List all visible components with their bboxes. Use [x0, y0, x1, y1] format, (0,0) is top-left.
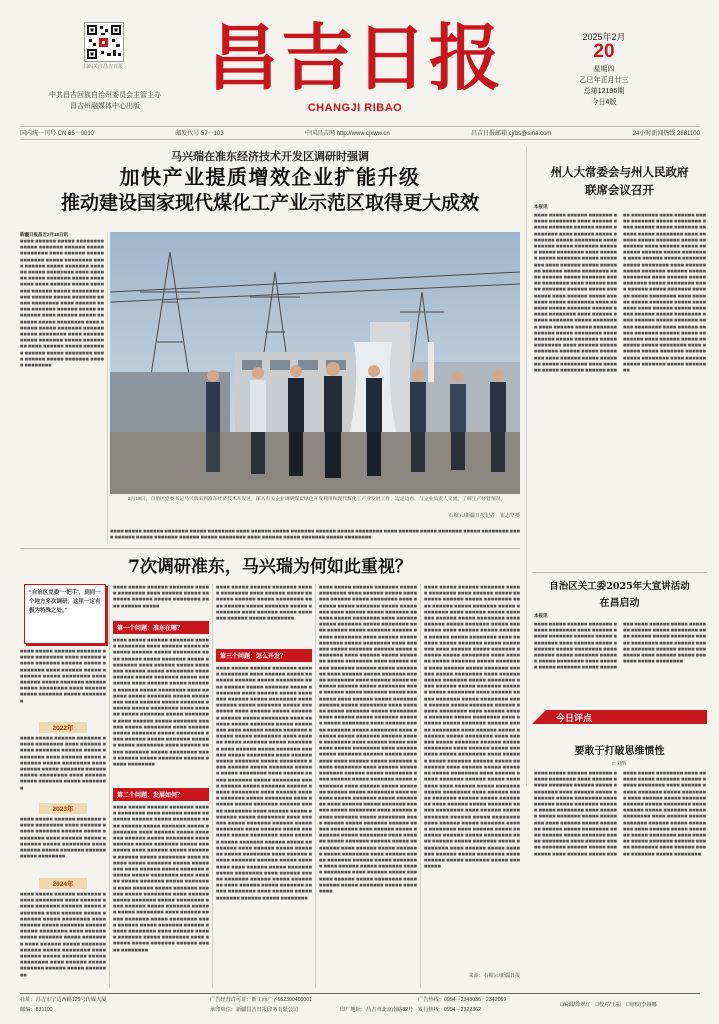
- commentary-banner-notch: [532, 710, 546, 724]
- right-story2-dateline: 本报讯: [534, 613, 548, 618]
- publisher-line-1: 中共昌吉回族自治州委员会主管主办: [49, 92, 161, 99]
- qr-code[interactable]: [84, 22, 124, 62]
- lead-photo-caption: 2月18日，自治区党委书记马兴瑞来到准东经济技术开发区，深入有关企业调研煤炭绿色开发利用和现代煤化工产业发展工作，边走边看，与企业负责人交流，了解生产经营情况。: [128, 497, 506, 502]
- sub-question-2: 第二个问题：发展如何？: [113, 788, 209, 801]
- footer: [20, 996, 700, 1018]
- second-col3-text-b: ■■■■ ■■■■■ ■■■■■■ ■■■■■■■ ■■■■■ ■■■■■■■■ ■■■■ ■■■■■■ ■■■■■ ■■■■■■■ ■■■■■■ ■■■■■ ■■■■■■■■ ■■■■ ■■■■■■ ■■■■■ ■■■■■■■ ■■■■■ ■■■■■■■■ ■■■■ ■■■■■■ ■■■■■ ■■■■■■■ ■■■■■■ ■■■■■ ■■■■■■■■ ■■■■ ■■■■■■ ■■■■■ ■■■■■■■ ■■■■■ ■■■■■■■■ ■■■■ ■■■■■■ ■■■■■ ■■■■■■■ ■■■■■■ ■■■■■ ■■■■■■■■ ■■■■ ■■■■■■ ■■■■■ ■■■■■■■ ■■■■■ ■■■■■■■■ ■■■■ ■■■■■■ ■■■■■ ■■■■■■■ ■■■■■■ ■■■■■ ■■■■■■■■ ■■■■ ■■■■■■ ■■■■■ ■■■■■■■ ■■■■■ ■■■■■■■■ ■■■■ ■■■■■■ ■■■■■ ■■■■■■■ ■■■■■■ ■■■■■ ■■■■■■■■ ■■■■ ■■■■■■ ■■■■■ ■■■■■■■ ■■■■■ ■■■■■■■■ ■■■■ ■■■■■■ ■■■■■ ■■■■■■■ ■■■■■■ ■■■■■ ■■■■■■■■ ■■■■ ■■■■■■ ■■■■■ ■■■■■■■ ■■■■■ ■■■■■■■■ ■■■■ ■■■■■■ ■■■■■ ■■■■■■■ ■■■■■■ ■■■■■ ■■■■■■■■ ■■■■ ■■■■■■ ■■■■■ ■■■■■■■ ■■■■■ ■■■■■■■■ ■■■■ ■■■■■■ ■■■■■ ■■■■■■■ ■■■■■■ ■■■■■ ■■■■■■■■ ■■■■ ■■■■■■ ■■■■■ ■■■■■■■ ■■■■■ ■■■■■■■■ ■■■■ ■■■■■■ ■■■■■ ■■■■■■■ ■■■■■■ ■■■■■ ■■■■■■■■ ■■■■ ■■■■■■ ■■■■■ ■■■■■■■ ■■■■■ ■■■■■■■■ ■■■■ ■■■■■■ ■■■■■ ■■■■■■■ ■■■■■■ ■■■■■ ■■■■■■■■ ■■■■ ■■■■■■ ■■■■■ ■■■■■■■ ■■■■■ ■■■■■■■■ ■■■■ ■■■■■■ ■■■■■ ■■■■■■■ ■■■■■■ ■■■■■ ■■■■■■■■ ■■■■ ■■■■■■ ■■■■■ ■■■■■■■ ■■■■■ ■■■■■■■■ ■■■■ ■■■■■■ ■■■■■ ■■■■■■■ ■■■■■■ ■■■■■ ■■■■■■■■ ■■■■ ■■■■■■ ■■■■■ ■■■■■■■ ■■■■■ ■■■■■■■■ ■■■■ ■■■■■■ ■■■■■ ■■■■■■■ ■■■■■■ ■■■■■ ■■■■■■■■: [216, 666, 312, 900]
- right-story1-headline-2: 联席会议召开: [585, 183, 654, 197]
- footer-printer: 承印单位：新疆昌吉日报印务有限公司: [210, 1007, 299, 1013]
- lead-body-col-1: [20, 232, 104, 544]
- lead-headline-line-1: 加快产业提质增效企业扩能升级: [119, 165, 421, 189]
- lead-body-text-2: ■■■■ ■■■■■ ■■■■■■ ■■■■■■■ ■■■■■ ■■■■■■■■ ■■■■ ■■■■■■ ■■■■■ ■■■■■■■ ■■■■■■ ■■■■■ ■■■■■■■■ ■■■■ ■■■■■■ ■■■■■ ■■■■■■■ ■■■■■ ■■■■■■■■ ■■■■ ■■■■■■ ■■■■■ ■■■■■■■ ■■■■■■ ■■■■■ ■■■■■■■■ ■■■■ ■■■■■■ ■■■■■ ■■■■■■■ ■■■■■ ■■■■■■■■: [110, 529, 520, 540]
- commentary-banner: [532, 710, 707, 724]
- second-col5-text: ■■■■ ■■■■■ ■■■■■■ ■■■■■■■ ■■■■■ ■■■■■■■■ ■■■■ ■■■■■■ ■■■■■ ■■■■■■■ ■■■■■■ ■■■■■ ■■■■■■■■ ■■■■ ■■■■■■ ■■■■■ ■■■■■■■ ■■■■■ ■■■■■■■■ ■■■■ ■■■■■■ ■■■■■ ■■■■■■■ ■■■■■■ ■■■■■ ■■■■■■■■ ■■■■ ■■■■■■ ■■■■■ ■■■■■■■ ■■■■■ ■■■■■■■■ ■■■■ ■■■■■■ ■■■■■ ■■■■■■■ ■■■■■■ ■■■■■ ■■■■■■■■ ■■■■ ■■■■■■ ■■■■■ ■■■■■■■ ■■■■■ ■■■■■■■■ ■■■■ ■■■■■■ ■■■■■ ■■■■■■■ ■■■■■■ ■■■■■ ■■■■■■■■ ■■■■ ■■■■■■ ■■■■■ ■■■■■■■ ■■■■■ ■■■■■■■■ ■■■■ ■■■■■■ ■■■■■ ■■■■■■■ ■■■■■■ ■■■■■ ■■■■■■■■ ■■■■ ■■■■■■ ■■■■■ ■■■■■■■ ■■■■■ ■■■■■■■■ ■■■■ ■■■■■■ ■■■■■ ■■■■■■■ ■■■■■■ ■■■■■ ■■■■■■■■ ■■■■ ■■■■■■ ■■■■■ ■■■■■■■ ■■■■■ ■■■■■■■■ ■■■■ ■■■■■■ ■■■■■ ■■■■■■■ ■■■■■■ ■■■■■ ■■■■■■■■ ■■■■ ■■■■■■ ■■■■■ ■■■■■■■ ■■■■■ ■■■■■■■■ ■■■■ ■■■■■■ ■■■■■ ■■■■■■■ ■■■■■■ ■■■■■ ■■■■■■■■ ■■■■ ■■■■■■ ■■■■■ ■■■■■■■ ■■■■■ ■■■■■■■■ ■■■■ ■■■■■■ ■■■■■ ■■■■■■■ ■■■■■■ ■■■■■ ■■■■■■■■ ■■■■ ■■■■■■ ■■■■■ ■■■■■■■ ■■■■■ ■■■■■■■■ ■■■■ ■■■■■■ ■■■■■ ■■■■■■■ ■■■■■■ ■■■■■ ■■■■■■■■ ■■■■ ■■■■■■ ■■■■■ ■■■■■■■ ■■■■■ ■■■■■■■■ ■■■■ ■■■■■■ ■■■■■ ■■■■■■■ ■■■■■■ ■■■■■ ■■■■■■■■ ■■■■ ■■■■■■ ■■■■■ ■■■■■■■ ■■■■■ ■■■■■■■■ ■■■■ ■■■■■■ ■■■■■ ■■■■■■■ ■■■■■■ ■■■■■ ■■■■■■■■ ■■■■ ■■■■■■ ■■■■■ ■■■■■■■ ■■■■■ ■■■■■■■■ ■■■■ ■■■■■■ ■■■■■ ■■■■■■■ ■■■■■■ ■■■■■ ■■■■■■■■ ■■■■ ■■■■■■ ■■■■■ ■■■■■■■ ■■■■■ ■■■■■■■■ ■■■■ ■■■■■■ ■■■■■ ■■■■■■■ ■■■■■■ ■■■■■ ■■■■■■■■ ■■■■ ■■■■■■ ■■■■■ ■■■■■■■ ■■■■■ ■■■■■■■■ ■■■■ ■■■■■■ ■■■■■ ■■■■■■■ ■■■■■■ ■■■■■ ■■■■■■■■ ■■■■ ■■■■■■ ■■■■■ ■■■■■■■ ■■■■■ ■■■■■■■■: [424, 585, 520, 869]
- right-story2-headline-2: 在昌启动: [599, 598, 640, 609]
- footer-top-rule: [20, 993, 700, 994]
- second-col1-text-b: ■■■■ ■■■■■ ■■■■■■ ■■■■■■■ ■■■■■ ■■■■■■■■ ■■■■ ■■■■■■ ■■■■■ ■■■■■■■ ■■■■■■ ■■■■■ ■■■■■■■■ ■■■■ ■■■■■■ ■■■■■ ■■■■■■■ ■■■■■ ■■■■■■■■ ■■■■ ■■■■■■ ■■■■■ ■■■■■■■ ■■■■■■ ■■■■■ ■■■■■■■■ ■■■■ ■■■■■■ ■■■■■ ■■■■■■■ ■■■■■ ■■■■■■■■: [20, 736, 106, 790]
- year-marker-2022: 2022年: [39, 722, 87, 733]
- info-email[interactable]: 昌吉日报邮箱 cjrbs@sina.com: [470, 131, 552, 137]
- info-bar-top-rule: [20, 126, 700, 127]
- footer-distribution-phone: 发行热线：0994－2322362: [418, 1007, 481, 1013]
- newspaper-pinyin: CHANGJI RIBAO: [307, 102, 403, 114]
- lead-bottom-rule: [20, 548, 520, 549]
- second-col-1: [20, 648, 106, 988]
- second-source: 来源：石榴云/新疆日报: [468, 973, 520, 979]
- lead-photo: [110, 232, 520, 494]
- lead-body-text-1: ■■■■ ■■■■■■ ■■■■■ ■■■■■■■■ ■■■■■ ■■■■■■■ ■■■■■■ ■■■■■ ■■■■■■■■ ■■■■ ■■■■■■ ■■■■■ ■■■■■■■ ■■■■■ ■■■■■■■■ ■■■■ ■■■■■■ ■■■■■ ■■■■■■■ ■■■■■■ ■■■■■ ■■■■■■■■ ■■■■ ■■■■■■ ■■■■■ ■■■■■■■ ■■■■■ ■■■■■■■■ ■■■■ ■■■■■■ ■■■■■ ■■■■■■■ ■■■■■■ ■■■■■ ■■■■■■■■ ■■■■ ■■■■■■ ■■■■■ ■■■■■■■ ■■■■■ ■■■■■■■■ ■■■■ ■■■■■■ ■■■■■ ■■■■■■■ ■■■■■■ ■■■■■ ■■■■■■■■ ■■■■ ■■■■■■ ■■■■■ ■■■■■■■ ■■■■■ ■■■■■■■■ ■■■■ ■■■■■■ ■■■■■ ■■■■■■■ ■■■■■■ ■■■■■ ■■■■■■■■ ■■■■ ■■■■■■ ■■■■■ ■■■■■■■ ■■■■■ ■■■■■■■■ ■■■■ ■■■■■■ ■■■■■ ■■■■■■■ ■■■■■■ ■■■■■ ■■■■■■■■ ■■■■ ■■■■■■ ■■■■■ ■■■■■■■ ■■■■■ ■■■■■■■■: [20, 239, 104, 368]
- second-headline: 7次调研准东，马兴瑞为何如此重视？: [128, 557, 412, 577]
- lunar-date: 乙巳年正月廿三: [579, 77, 629, 84]
- right-story2-body: ■■■■ ■■■■■ ■■■■■■ ■■■■■■■ ■■■■■ ■■■■■■■■ ■■■■ ■■■■■■ ■■■■■ ■■■■■■■ ■■■■■■ ■■■■■ ■■■■■■■■ ■■■■ ■■■■■■ ■■■■■ ■■■■■■■ ■■■■■ ■■■■■■■■ ■■■■ ■■■■■■ ■■■■■ ■■■■■■■ ■■■■■■ ■■■■■ ■■■■■■■■ ■■■■ ■■■■■■ ■■■■■ ■■■■■■■ ■■■■■ ■■■■■■■■ ■■■■ ■■■■■■ ■■■■■ ■■■■■■■ ■■■■■■ ■■■■■ ■■■■■■■■ ■■■■ ■■■■■■ ■■■■■ ■■■■■■■ ■■■■■ ■■■■■■■■ ■■■■ ■■■■■■ ■■■■■ ■■■■■■■ ■■■■■■ ■■■■■ ■■■■■■■■ ■■■■ ■■■■■■ ■■■■■ ■■■■■■■ ■■■■■ ■■■■■■■■: [534, 622, 706, 670]
- second-col3-text-a: ■■■■ ■■■■■ ■■■■■■ ■■■■■■■ ■■■■■ ■■■■■■■■ ■■■■ ■■■■■■ ■■■■■ ■■■■■■■ ■■■■■■ ■■■■■ ■■■■■■■■ ■■■■ ■■■■■■ ■■■■■ ■■■■■■■ ■■■■■ ■■■■■■■■ ■■■■ ■■■■■■ ■■■■■ ■■■■■■■ ■■■■■■ ■■■■■ ■■■■■■■■: [216, 585, 312, 621]
- newspaper-title: 昌吉日报: [206, 15, 503, 100]
- second-col-5: [424, 584, 520, 988]
- info-cn-number: 国内统一刊号 CN 65－0010: [20, 131, 95, 137]
- footer-printer-address: 印厂地址：昌吉市北京南路82号: [340, 1007, 414, 1013]
- commentary-section-label: 今日评点: [556, 713, 593, 723]
- second-col-3: [216, 584, 312, 988]
- sub-question-3: 第三个问题：怎么开发？: [216, 649, 312, 662]
- second-quote: “自治区党委‘一把手’，到同一个地方多次调研，这里一定有极为特殊之处。”: [29, 590, 101, 614]
- sub-question-1: 第一个问题：准东在哪？: [113, 621, 209, 634]
- second-col2-text-a: ■■■■ ■■■■■ ■■■■■■ ■■■■■■■ ■■■■■ ■■■■■■■■ ■■■■ ■■■■■■ ■■■■■ ■■■■■■■ ■■■■■■ ■■■■■ ■■■■■■■■ ■■■■ ■■■■■■ ■■■■■: [113, 585, 209, 608]
- second-col4-text: ■■■■ ■■■■■ ■■■■■■ ■■■■■■■ ■■■■■ ■■■■■■■■ ■■■■ ■■■■■■ ■■■■■ ■■■■■■■ ■■■■■■ ■■■■■ ■■■■■■■■ ■■■■ ■■■■■■ ■■■■■ ■■■■■■■ ■■■■■ ■■■■■■■■ ■■■■ ■■■■■■ ■■■■■ ■■■■■■■ ■■■■■■ ■■■■■ ■■■■■■■■ ■■■■ ■■■■■■ ■■■■■ ■■■■■■■ ■■■■■ ■■■■■■■■ ■■■■ ■■■■■■ ■■■■■ ■■■■■■■ ■■■■■■ ■■■■■ ■■■■■■■■ ■■■■ ■■■■■■ ■■■■■ ■■■■■■■ ■■■■■ ■■■■■■■■ ■■■■ ■■■■■■ ■■■■■ ■■■■■■■ ■■■■■■ ■■■■■ ■■■■■■■■ ■■■■ ■■■■■■ ■■■■■ ■■■■■■■ ■■■■■ ■■■■■■■■ ■■■■ ■■■■■■ ■■■■■ ■■■■■■■ ■■■■■■ ■■■■■ ■■■■■■■■ ■■■■ ■■■■■■ ■■■■■ ■■■■■■■ ■■■■■ ■■■■■■■■ ■■■■ ■■■■■■ ■■■■■ ■■■■■■■ ■■■■■■ ■■■■■ ■■■■■■■■ ■■■■ ■■■■■■ ■■■■■ ■■■■■■■ ■■■■■ ■■■■■■■■ ■■■■ ■■■■■■ ■■■■■ ■■■■■■■ ■■■■■■ ■■■■■ ■■■■■■■■ ■■■■ ■■■■■■ ■■■■■ ■■■■■■■ ■■■■■ ■■■■■■■■ ■■■■ ■■■■■■ ■■■■■ ■■■■■■■ ■■■■■■ ■■■■■ ■■■■■■■■ ■■■■ ■■■■■■ ■■■■■ ■■■■■■■ ■■■■■ ■■■■■■■■ ■■■■ ■■■■■■ ■■■■■ ■■■■■■■ ■■■■■■ ■■■■■ ■■■■■■■■ ■■■■ ■■■■■■ ■■■■■ ■■■■■■■ ■■■■■ ■■■■■■■■ ■■■■ ■■■■■■ ■■■■■ ■■■■■■■ ■■■■■■ ■■■■■ ■■■■■■■■ ■■■■ ■■■■■■ ■■■■■ ■■■■■■■ ■■■■■ ■■■■■■■■ ■■■■ ■■■■■■ ■■■■■ ■■■■■■■ ■■■■■■ ■■■■■ ■■■■■■■■ ■■■■ ■■■■■■ ■■■■■ ■■■■■■■ ■■■■■ ■■■■■■■■ ■■■■ ■■■■■■ ■■■■■ ■■■■■■■ ■■■■■■ ■■■■■ ■■■■■■■■ ■■■■ ■■■■■■ ■■■■■ ■■■■■■■ ■■■■■ ■■■■■■■■ ■■■■ ■■■■■■ ■■■■■ ■■■■■■■ ■■■■■■ ■■■■■ ■■■■■■■■ ■■■■ ■■■■■■ ■■■■■ ■■■■■■■ ■■■■■ ■■■■■■■■ ■■■■ ■■■■■■ ■■■■■ ■■■■■■■ ■■■■■■ ■■■■■ ■■■■■■■■ ■■■■ ■■■■■■ ■■■■■ ■■■■■■■ ■■■■■ ■■■■■■■■ ■■■■ ■■■■■■ ■■■■■ ■■■■■■■ ■■■■■■ ■■■■■ ■■■■■■■■ ■■■■ ■■■■■■ ■■■■■ ■■■■■■■ ■■■■■ ■■■■■■■■ ■■■■ ■■■■■■ ■■■■■ ■■■■■■■ ■■■■■■ ■■■■■ ■■■■■■■■ ■■■■ ■■■■■■ ■■■■■ ■■■■■■■ ■■■■■ ■■■■■■■■ ■■■■ ■■■■■■ ■■■■■ ■■■■■■■ ■■■■■■ ■■■■■ ■■■■■■■■ ■■■■ ■■■■■■ ■■■■■ ■■■■■■■ ■■■■■ ■■■■■■■■: [319, 585, 417, 893]
- publisher-line-2: 昌吉州融媒体中心出版: [70, 103, 140, 110]
- commentary-author: □ 刘辉: [612, 761, 627, 767]
- year-marker-2023: 2023年: [39, 803, 87, 814]
- issue-total: 总第12196期: [583, 88, 625, 95]
- info-bar: [20, 128, 700, 138]
- second-col2-text-b: ■■■■ ■■■■■ ■■■■■■ ■■■■■■■ ■■■■■ ■■■■■■■■ ■■■■ ■■■■■■ ■■■■■ ■■■■■■■ ■■■■■■ ■■■■■ ■■■■■■■■ ■■■■ ■■■■■■ ■■■■■ ■■■■■■■ ■■■■■ ■■■■■■■■ ■■■■ ■■■■■■ ■■■■■ ■■■■■■■ ■■■■■■ ■■■■■ ■■■■■■■■ ■■■■ ■■■■■■ ■■■■■ ■■■■■■■ ■■■■■ ■■■■■■■■ ■■■■ ■■■■■■ ■■■■■ ■■■■■■■ ■■■■■■ ■■■■■ ■■■■■■■■ ■■■■ ■■■■■■ ■■■■■ ■■■■■■■ ■■■■■ ■■■■■■■■ ■■■■ ■■■■■■ ■■■■■ ■■■■■■■ ■■■■■■ ■■■■■ ■■■■■■■■ ■■■■ ■■■■■■ ■■■■■ ■■■■■■■ ■■■■■ ■■■■■■■■ ■■■■ ■■■■■■ ■■■■■ ■■■■■■■ ■■■■■■ ■■■■■ ■■■■■■■■ ■■■■ ■■■■■■ ■■■■■ ■■■■■■■ ■■■■■ ■■■■■■■■ ■■■■ ■■■■■■ ■■■■■ ■■■■■■■ ■■■■■■ ■■■■■ ■■■■■■■■ ■■■■ ■■■■■■ ■■■■■ ■■■■■■■ ■■■■■ ■■■■■■■■ ■■■■ ■■■■■■ ■■■■■ ■■■■■■■ ■■■■■■ ■■■■■ ■■■■■■■■: [113, 638, 209, 767]
- second-col1-text-d: ■■■■ ■■■■■ ■■■■■■ ■■■■■■■ ■■■■■ ■■■■■■■■ ■■■■ ■■■■■■ ■■■■■ ■■■■■■■ ■■■■■■ ■■■■■ ■■■■■■■■ ■■■■ ■■■■■■ ■■■■■ ■■■■■■■ ■■■■■ ■■■■■■■■ ■■■■ ■■■■■■ ■■■■■ ■■■■■■■ ■■■■■■ ■■■■■ ■■■■■■■■ ■■■■ ■■■■■■ ■■■■■ ■■■■■■■ ■■■■■ ■■■■■■■■ ■■■■ ■■■■■■ ■■■■■ ■■■■■■■ ■■■■■■ ■■■■■ ■■■■■■■■ ■■■■ ■■■■■■ ■■■■■ ■■■■■■■ ■■■■■ ■■■■■■■■ ■■■■ ■■■■■■ ■■■■■ ■■■■■■■ ■■■■■■ ■■■■■ ■■■■■■■■: [20, 892, 106, 977]
- weekday: 星期四: [593, 66, 615, 73]
- footer-ad-license: 广告经营许可证：新工商广字652300400001: [210, 997, 313, 1003]
- second-quote-box: [24, 584, 106, 644]
- commentary-body: ■■■■ ■■■■■ ■■■■■■ ■■■■■■■ ■■■■■ ■■■■■■■■ ■■■■ ■■■■■■ ■■■■■ ■■■■■■■ ■■■■■■ ■■■■■ ■■■■■■■■ ■■■■ ■■■■■■ ■■■■■ ■■■■■■■ ■■■■■ ■■■■■■■■ ■■■■ ■■■■■■ ■■■■■ ■■■■■■■ ■■■■■■ ■■■■■ ■■■■■■■■ ■■■■ ■■■■■■ ■■■■■ ■■■■■■■ ■■■■■ ■■■■■■■■ ■■■■ ■■■■■■ ■■■■■ ■■■■■■■ ■■■■■■ ■■■■■ ■■■■■■■■ ■■■■ ■■■■■■ ■■■■■ ■■■■■■■ ■■■■■ ■■■■■■■■ ■■■■ ■■■■■■ ■■■■■ ■■■■■■■ ■■■■■■ ■■■■■ ■■■■■■■■ ■■■■ ■■■■■■ ■■■■■ ■■■■■■■ ■■■■■ ■■■■■■■■ ■■■■ ■■■■■■ ■■■■■ ■■■■■■■ ■■■■■■ ■■■■■ ■■■■■■■■ ■■■■ ■■■■■■ ■■■■■ ■■■■■■■ ■■■■■ ■■■■■■■■ ■■■■ ■■■■■■ ■■■■■ ■■■■■■■ ■■■■■■ ■■■■■ ■■■■■■■■ ■■■■ ■■■■■■ ■■■■■ ■■■■■■■ ■■■■■ ■■■■■■■■ ■■■■ ■■■■■■ ■■■■■ ■■■■■■■ ■■■■■■ ■■■■■ ■■■■■■■■ ■■■■ ■■■■■■ ■■■■■ ■■■■■■■ ■■■■■ ■■■■■■■■ ■■■■ ■■■■■■ ■■■■■ ■■■■■■■ ■■■■■■ ■■■■■ ■■■■■■■■ ■■■■ ■■■■■■ ■■■■■ ■■■■■■■ ■■■■■ ■■■■■■■■: [534, 771, 706, 856]
- info-website[interactable]: 中国昌吉网 http://www.cjxww.cn: [304, 131, 390, 137]
- lead-headline-line-2: 推动建设国家现代煤化工产业示范区取得更大成效: [60, 192, 479, 214]
- second-col2-text-c: ■■■■ ■■■■■ ■■■■■■ ■■■■■■■ ■■■■■ ■■■■■■■■ ■■■■ ■■■■■■ ■■■■■ ■■■■■■■ ■■■■■■ ■■■■■ ■■■■■■■■ ■■■■ ■■■■■■ ■■■■■ ■■■■■■■ ■■■■■ ■■■■■■■■ ■■■■ ■■■■■■ ■■■■■ ■■■■■■■ ■■■■■■ ■■■■■ ■■■■■■■■ ■■■■ ■■■■■■ ■■■■■ ■■■■■■■ ■■■■■ ■■■■■■■■ ■■■■ ■■■■■■ ■■■■■ ■■■■■■■ ■■■■■■ ■■■■■ ■■■■■■■■ ■■■■ ■■■■■■ ■■■■■ ■■■■■■■ ■■■■■ ■■■■■■■■ ■■■■ ■■■■■■ ■■■■■ ■■■■■■■ ■■■■■■ ■■■■■ ■■■■■■■■ ■■■■ ■■■■■■ ■■■■■ ■■■■■■■ ■■■■■ ■■■■■■■■ ■■■■ ■■■■■■ ■■■■■ ■■■■■■■ ■■■■■■ ■■■■■ ■■■■■■■■ ■■■■ ■■■■■■ ■■■■■ ■■■■■■■ ■■■■■ ■■■■■■■■ ■■■■ ■■■■■■ ■■■■■ ■■■■■■■ ■■■■■■ ■■■■■ ■■■■■■■■ ■■■■ ■■■■■■ ■■■■■ ■■■■■■■ ■■■■■ ■■■■■■■■ ■■■■ ■■■■■■ ■■■■■ ■■■■■■■ ■■■■■■ ■■■■■ ■■■■■■■■ ■■■■ ■■■■■■ ■■■■■ ■■■■■■■ ■■■■■ ■■■■■■■■ ■■■■ ■■■■■■ ■■■■■ ■■■■■■■ ■■■■■■ ■■■■■ ■■■■■■■■: [113, 805, 209, 952]
- second-col1-text-c: ■■■■ ■■■■■ ■■■■■■ ■■■■■■■ ■■■■■ ■■■■■■■■ ■■■■ ■■■■■■ ■■■■■ ■■■■■■■ ■■■■■■ ■■■■■ ■■■■■■■■ ■■■■ ■■■■■■ ■■■■■ ■■■■■■■ ■■■■■ ■■■■■■■■ ■■■■ ■■■■■■ ■■■■■ ■■■■■■■ ■■■■■■ ■■■■■ ■■■■■■■■: [20, 817, 106, 859]
- footer-address: 社址：昌吉市宁边西路129号传媒大厦: [20, 997, 107, 1003]
- date-day: 20: [593, 41, 615, 62]
- footer-editors: □编辑/徐翠红 □校对/王振 □审校/李娅娜: [560, 1002, 657, 1008]
- lead-kicker: 马兴瑞在准东经济技术开发区调研时强调: [171, 150, 369, 163]
- info-hotline: 24小时新闻热线 2881100: [632, 131, 700, 137]
- second-col1-text-a: ■■■■ ■■■■■ ■■■■■■ ■■■■■■■ ■■■■■ ■■■■■■■■ ■■■■ ■■■■■■ ■■■■■ ■■■■■■■ ■■■■■■ ■■■■■ ■■■■■■■■ ■■■■ ■■■■■■ ■■■■■ ■■■■■■■ ■■■■■ ■■■■■■■■ ■■■■ ■■■■■■ ■■■■■ ■■■■■■■ ■■■■■■ ■■■■■ ■■■■■■■■ ■■■■ ■■■■■■ ■■■■■ ■■■■■■■ ■■■■■ ■■■■■■■■: [20, 649, 106, 703]
- footer-postcode: 邮编：831100: [20, 1007, 53, 1013]
- year-marker-2024: 2024年: [39, 878, 87, 889]
- lead-photo-credit: 石榴云/新疆日报记者 崔志坚摄: [448, 513, 520, 519]
- qr-caption: 扫码关注昌吉日报: [82, 64, 123, 70]
- right-story1-dateline: 本报讯: [534, 204, 548, 209]
- right-story1-body: ■■■■ ■■■■■ ■■■■■■ ■■■■■■■ ■■■■■ ■■■■■■■■ ■■■■ ■■■■■■ ■■■■■ ■■■■■■■ ■■■■■■ ■■■■■ ■■■■■■■■ ■■■■ ■■■■■■ ■■■■■ ■■■■■■■ ■■■■■ ■■■■■■■■ ■■■■ ■■■■■■ ■■■■■ ■■■■■■■ ■■■■■■ ■■■■■ ■■■■■■■■ ■■■■ ■■■■■■ ■■■■■ ■■■■■■■ ■■■■■ ■■■■■■■■ ■■■■ ■■■■■■ ■■■■■ ■■■■■■■ ■■■■■■ ■■■■■ ■■■■■■■■ ■■■■ ■■■■■■ ■■■■■ ■■■■■■■ ■■■■■ ■■■■■■■■ ■■■■ ■■■■■■ ■■■■■ ■■■■■■■ ■■■■■■ ■■■■■ ■■■■■■■■ ■■■■ ■■■■■■ ■■■■■ ■■■■■■■ ■■■■■ ■■■■■■■■ ■■■■ ■■■■■■ ■■■■■ ■■■■■■■ ■■■■■■ ■■■■■ ■■■■■■■■ ■■■■ ■■■■■■ ■■■■■ ■■■■■■■ ■■■■■ ■■■■■■■■ ■■■■ ■■■■■■ ■■■■■ ■■■■■■■ ■■■■■■ ■■■■■ ■■■■■■■■ ■■■■ ■■■■■■ ■■■■■ ■■■■■■■ ■■■■■ ■■■■■■■■ ■■■■ ■■■■■■ ■■■■■ ■■■■■■■ ■■■■■■ ■■■■■ ■■■■■■■■ ■■■■ ■■■■■■ ■■■■■ ■■■■■■■ ■■■■■ ■■■■■■■■ ■■■■ ■■■■■■ ■■■■■ ■■■■■■■ ■■■■■■ ■■■■■ ■■■■■■■■ ■■■■ ■■■■■■ ■■■■■ ■■■■■■■ ■■■■■ ■■■■■■■■ ■■■■ ■■■■■■ ■■■■■ ■■■■■■■ ■■■■■■ ■■■■■ ■■■■■■■■ ■■■■ ■■■■■■ ■■■■■ ■■■■■■■ ■■■■■ ■■■■■■■■ ■■■■ ■■■■■■ ■■■■■ ■■■■■■■ ■■■■■■ ■■■■■ ■■■■■■■■ ■■■■ ■■■■■■ ■■■■■ ■■■■■■■ ■■■■■ ■■■■■■■■ ■■■■ ■■■■■■ ■■■■■ ■■■■■■■ ■■■■■■ ■■■■■ ■■■■■■■■ ■■■■ ■■■■■■ ■■■■■ ■■■■■■■ ■■■■■ ■■■■■■■■ ■■■■ ■■■■■■ ■■■■■ ■■■■■■■ ■■■■■■ ■■■■■ ■■■■■■■■ ■■■■ ■■■■■■ ■■■■■ ■■■■■■■ ■■■■■ ■■■■■■■■ ■■■■ ■■■■■■ ■■■■■ ■■■■■■■ ■■■■■■ ■■■■■ ■■■■■■■■ ■■■■ ■■■■■■ ■■■■■ ■■■■■■■ ■■■■■ ■■■■■■■■ ■■■■ ■■■■■■ ■■■■■ ■■■■■■■ ■■■■■■ ■■■■■ ■■■■■■■■ ■■■■ ■■■■■■ ■■■■■ ■■■■■■■ ■■■■■ ■■■■■■■■ ■■■■ ■■■■■■ ■■■■■ ■■■■■■■ ■■■■■■ ■■■■■ ■■■■■■■■ ■■■■ ■■■■■■ ■■■■■ ■■■■■■■ ■■■■■ ■■■■■■■■: [534, 213, 706, 373]
- masthead: [0, 0, 719, 126]
- date-year-month: 2025年2月: [582, 32, 626, 42]
- right-story-divider: [532, 572, 707, 573]
- lead-dateline: 新疆日报昌吉2月18日讯: [20, 232, 69, 237]
- footer-ad-phone: 广告热线：0994－2343036 2342069: [418, 997, 507, 1003]
- second-col-2: [113, 584, 209, 988]
- right-story2-headline-1: 自治区关工委2025年大宣讲活动: [549, 581, 690, 592]
- pages-today: 今日4版: [591, 99, 617, 106]
- info-bar-bottom-rule: [20, 139, 700, 140]
- commentary-headline: 要敢于打破思维惯性: [574, 746, 665, 757]
- info-postal-code: 邮发代号 57－103: [175, 131, 224, 137]
- right-story1-headline-1: 州人大常委会与州人民政府: [550, 165, 689, 179]
- second-col-4: [319, 584, 417, 988]
